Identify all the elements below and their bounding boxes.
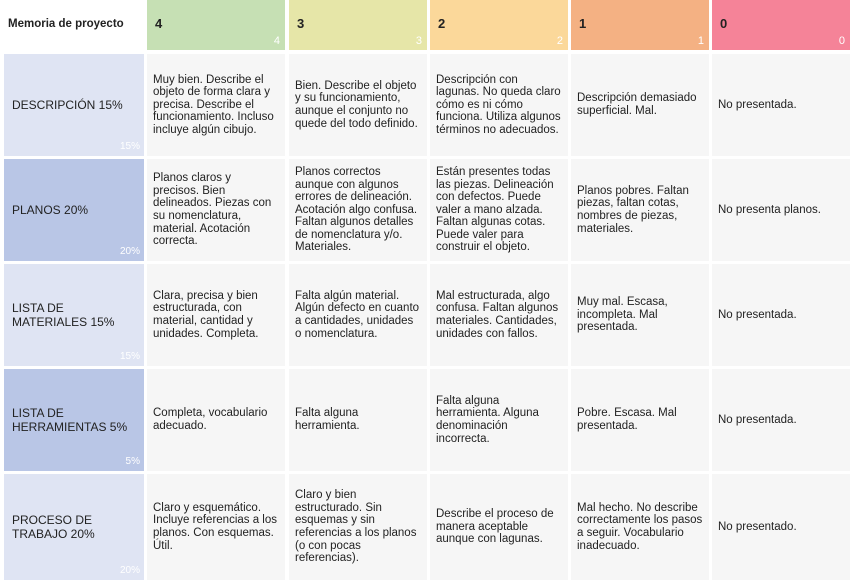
level-header-4	[147, 0, 285, 50]
criterion-label: PROCESO DE TRABAJO 20%	[12, 513, 95, 541]
level-sub: 3	[415, 35, 422, 47]
criterion-label: PLANOS 20%	[12, 203, 89, 217]
cell-text: Mal estructurada, algo confusa. Faltan algunos materiales. Cantidades, unidades con fallos.	[436, 289, 559, 340]
cell-text: Planos claros y precisos. Bien delineados. Piezas con su nomenclatura, material. Acotación correcta.	[153, 172, 272, 248]
cell-text: Descripción demasiado superficial. Mal.	[577, 92, 697, 117]
table-title: Memoria de proyecto	[4, 0, 144, 50]
cell-text: Falta alguna herramienta. Alguna denominación incorrecta.	[436, 394, 539, 445]
criterion-descripcion	[4, 54, 144, 156]
level-label: 1	[579, 16, 587, 31]
cell-text: No presentada.	[718, 98, 797, 111]
rubric-cell	[430, 159, 568, 261]
cell-text: Clara, precisa y bien estructurada, con material, cantidad y unidades. Completa.	[153, 289, 259, 340]
level-sub: 1	[697, 35, 704, 47]
level-label: 0	[720, 16, 728, 31]
cell-text: No presentado.	[718, 520, 797, 533]
level-sub: 2	[556, 35, 563, 47]
rubric-cell	[289, 474, 427, 580]
level-header-1	[571, 0, 709, 50]
cell-text: Están presentes todas las piezas. Delineación con defectos. Puede valer a mano alzada. Faltan algunas cotas. Puede valer para construir el objeto.	[436, 165, 554, 254]
cell-text: Completa, vocabulario adecuado.	[153, 407, 268, 432]
cell-text: Bien. Describe el objeto y su funcionamiento, aunque el conjunto no quede del todo definido.	[295, 79, 418, 130]
rubric-table	[4, 0, 850, 580]
rubric-cell	[430, 264, 568, 366]
level-label: 3	[297, 16, 305, 31]
criterion-label: DESCRIPCIÓN 15%	[12, 98, 123, 112]
rubric-cell	[712, 474, 850, 580]
level-header-2	[430, 0, 568, 50]
cell-text: Muy bien. Describe el objeto de forma clara y precisa. Describe el funcionamiento. Incluso incluye algún cibujo.	[153, 73, 274, 136]
rubric-cell	[430, 369, 568, 471]
level-label: 2	[438, 16, 446, 31]
criterion-weight: 15%	[119, 351, 140, 362]
cell-text: No presentada.	[718, 308, 797, 321]
cell-text: No presenta planos.	[718, 203, 821, 216]
rubric-cell	[571, 369, 709, 471]
criterion-label: LISTA DE HERRAMIENTAS 5%	[12, 406, 128, 434]
cell-text: Falta alguna herramienta.	[295, 407, 360, 432]
cell-text: Falta algún material. Algún defecto en cuanto a cantidades, unidades o nomenclatura.	[295, 289, 420, 340]
cell-text: Muy mal. Escasa, incompleta. Mal presentada.	[577, 296, 668, 334]
criterion-label: LISTA DE MATERIALES 15%	[12, 301, 115, 329]
rubric-cell	[430, 54, 568, 156]
rubric-cell	[147, 474, 285, 580]
criterion-proceso-trabajo	[4, 474, 144, 580]
cell-text: Planos pobres. Faltan piezas, faltan cotas, nombres de piezas, materiales.	[577, 184, 689, 235]
criterion-lista-materiales	[4, 264, 144, 366]
rubric-cell	[712, 159, 850, 261]
rubric-cell	[571, 159, 709, 261]
rubric-cell	[289, 369, 427, 471]
cell-text: Descripción con lagunas. No queda claro cómo es ni cómo funciona. Utiliza algunos términos no adecuados.	[436, 73, 561, 136]
cell-text: Claro y bien estructurado. Sin esquemas y sin referencias a los planos (o con pocas referencias).	[295, 489, 417, 565]
rubric-cell	[147, 159, 285, 261]
level-header-3	[289, 0, 427, 50]
rubric-cell	[289, 159, 427, 261]
rubric-cell	[571, 54, 709, 156]
rubric-cell	[712, 264, 850, 366]
rubric-cell	[147, 54, 285, 156]
cell-text: Pobre. Escasa. Mal presentada.	[577, 407, 677, 432]
criterion-weight: 20%	[119, 246, 140, 257]
criterion-weight: 5%	[125, 456, 140, 467]
rubric-cell	[147, 369, 285, 471]
level-sub: 0	[838, 35, 845, 47]
level-label: 4	[155, 16, 163, 31]
criterion-weight: 20%	[119, 565, 140, 576]
rubric-cell	[712, 54, 850, 156]
rubric-cell	[289, 54, 427, 156]
criterion-lista-herramientas	[4, 369, 144, 471]
rubric-cell	[289, 264, 427, 366]
rubric-cell	[712, 369, 850, 471]
level-header-0	[712, 0, 850, 50]
cell-text: Mal hecho. No describe correctamente los pasos a seguir. Vocabulario inadecuado.	[577, 501, 703, 552]
rubric-cell	[430, 474, 568, 580]
rubric-cell	[571, 474, 709, 580]
cell-text: Planos correctos aunque con algunos errores de delineación. Acotación algo confusa. Faltan algunos detalles de nomenclatura y/o. Materiales.	[295, 165, 418, 254]
cell-text: No presentada.	[718, 413, 797, 426]
criterion-weight: 15%	[119, 141, 140, 152]
rubric-cell	[147, 264, 285, 366]
cell-text: Claro y esquemático. Incluye referencias a los planos. Con esquemas. Útil.	[153, 501, 278, 552]
criterion-planos	[4, 159, 144, 261]
cell-text: Describe el proceso de manera aceptable aunque con lagunas.	[436, 508, 554, 546]
level-sub: 4	[273, 35, 280, 47]
rubric-cell	[571, 264, 709, 366]
